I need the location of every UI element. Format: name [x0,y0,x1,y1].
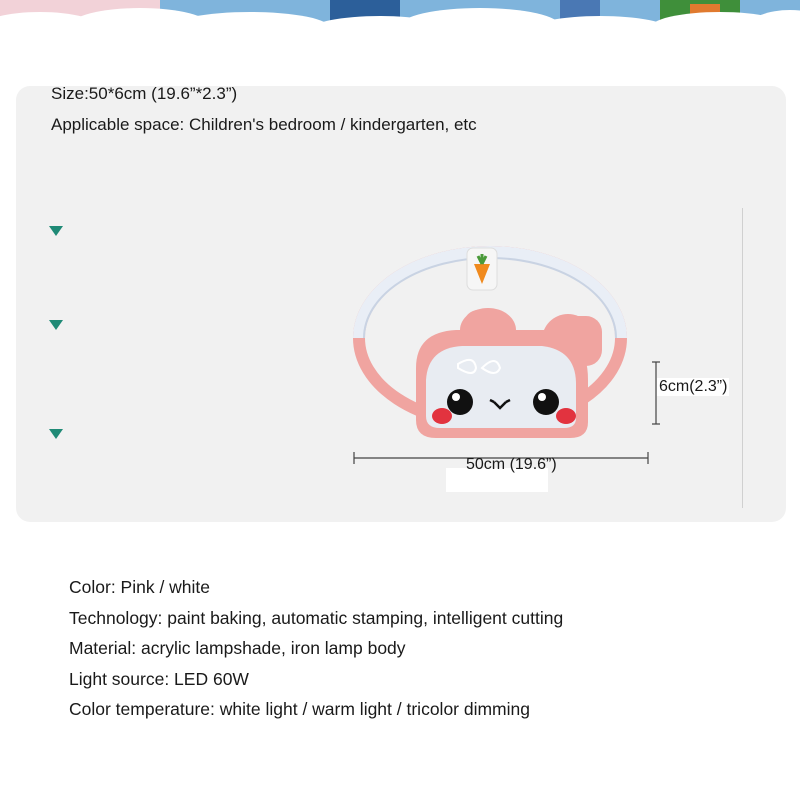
size-spec: Size:50*6cm (19.6”*2.3”) [51,84,238,103]
applicable-space-spec: Applicable space: Children's bedroom / kindergarten, etc [51,115,477,134]
spec-technology: Technology: paint baking, automatic stamping, intelligent cutting [69,607,564,628]
height-dimension-label: 6cm(2.3”) [659,378,728,395]
spec-material: Material: acrylic lampshade, iron lamp body [69,638,406,658]
spec-color: Color: Pink / white [69,577,211,597]
spec-light-source: Light source: LED 60W [69,668,249,689]
width-dimension-label: 50cm (19.6”) [466,456,557,473]
spec-list [69,572,563,725]
spec-color-temperature: Color temperature: white light / warm light / tricolor dimming [69,699,530,719]
